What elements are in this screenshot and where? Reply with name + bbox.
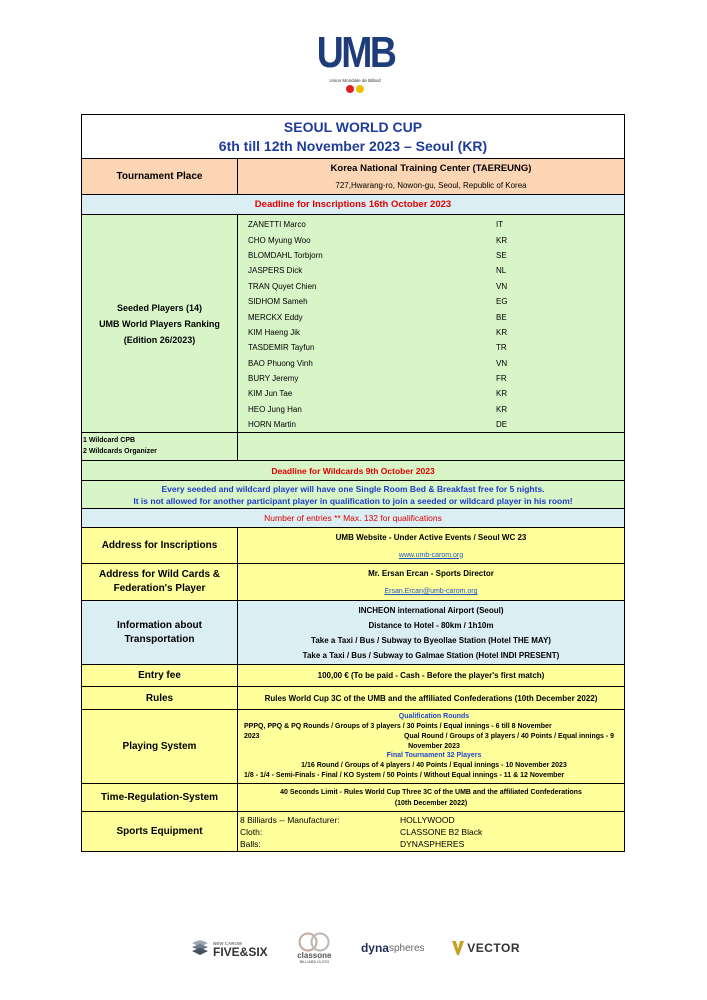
player-country: VN: [496, 358, 508, 368]
player-country: SE: [496, 250, 507, 260]
qualification-line2b: Qual Round / Groups of 3 players / 40 Points / Equal innings - 9: [403, 732, 614, 740]
equipment-row: [240, 826, 622, 838]
classone-sub: BILLIARD CLOTH: [299, 959, 329, 964]
seeded-player-row: [248, 402, 624, 417]
umb-website-link[interactable]: www.umb-carom.org: [398, 551, 464, 559]
playing-system-row: [82, 710, 624, 784]
rules-row: [82, 687, 624, 710]
seeded-player-row: [248, 232, 624, 247]
rules-label: Rules: [82, 687, 238, 709]
seeded-player-row: [248, 386, 624, 401]
final-title: Final Tournament 32 Players: [386, 752, 482, 760]
title-row: [82, 115, 624, 159]
seeded-player-row: [248, 263, 624, 278]
rules-value: Rules World Cup 3C of the UMB and the affiliated Confederations (10th December 2022): [264, 693, 598, 703]
address-inscriptions-row: [82, 528, 624, 564]
entry-fee-label: Entry fee: [82, 665, 238, 686]
dyna-text: dyna: [360, 941, 389, 955]
player-country: TR: [496, 343, 507, 353]
player-country: FR: [496, 374, 507, 384]
transportation-line3: Take a Taxi / Bus / Subway to Byeollae Station (Hotel THE MAY): [311, 635, 551, 645]
player-name: JASPERS Dick: [248, 266, 303, 276]
player-name: TRAN Quyet Chien: [248, 281, 317, 291]
five-six-top: NEW CAROM: [213, 941, 242, 946]
seeded-player-row: [248, 279, 624, 294]
sponsor-dynaspheres: [361, 941, 425, 955]
player-country: DE: [496, 420, 508, 430]
logo-dot-yellow: [356, 85, 364, 93]
room-notice-row: [82, 481, 624, 509]
player-name: HEO Jung Han: [248, 404, 302, 414]
address-inscriptions-label: Address for Inscriptions: [82, 528, 238, 563]
seeded-player-row: [248, 294, 624, 309]
player-name: HORN Martin: [248, 420, 297, 430]
seeded-player-row: [248, 356, 624, 371]
playing-system-label: Playing System: [82, 710, 238, 783]
deadline-inscriptions-row: [82, 195, 624, 215]
player-country: KR: [496, 327, 508, 337]
umb-logo-subtitle: Union Mondiale de Billard: [329, 78, 381, 83]
seeded-players-label: [82, 215, 238, 432]
player-country: VN: [496, 281, 508, 291]
player-name: KIM Haeng Jik: [248, 327, 301, 337]
tournament-sheet: [81, 114, 625, 852]
classone-rings-icon: [295, 932, 333, 952]
qualification-line2a: 2023: [244, 732, 260, 740]
classone-text: classone: [297, 950, 332, 960]
room-notice-line2: It is not allowed for another participant player in qualification to join a seeded or wildcard player in his room!: [133, 495, 573, 506]
equipment-row: [240, 838, 622, 850]
deadline-inscriptions: Deadline for Inscriptions 16th October 2023: [254, 199, 452, 210]
address-wildcards-label: Address for Wild Cards & Federation's Player: [82, 564, 238, 600]
title-line1: SEOUL WORLD CUP: [283, 118, 423, 135]
seeded-player-row: [248, 217, 624, 232]
title-line2: 6th till 12th November 2023 – Seoul (KR): [218, 137, 488, 154]
seeded-player-row: [248, 309, 624, 324]
final-line2: 1/8 - 1/4 - Semi-Finals - Final / KO System / 50 Points / Without Equal innings - 11 & 12 November: [244, 771, 565, 779]
player-country: BE: [496, 312, 507, 322]
sponsor-five-six: [190, 939, 268, 957]
player-name: SIDHOM Sameh: [248, 297, 308, 307]
player-country: IT: [496, 220, 504, 230]
umb-logo-dots: [310, 85, 400, 93]
seeded-label-line1: Seeded Players (14): [116, 302, 203, 313]
seeded-player-row: [248, 340, 624, 355]
tournament-place-line1: Korea National Training Center (TAEREUNG): [330, 163, 532, 174]
time-regulation-label: Time-Regulation-System: [82, 784, 238, 811]
vector-v-icon: [452, 941, 464, 955]
wildcards-row: [82, 433, 624, 461]
sponsor-vector: [452, 941, 520, 955]
wildcards-line1: 1 Wildcard CPB: [83, 437, 136, 444]
sponsors-bar: [190, 930, 520, 966]
seeded-player-row: [248, 325, 624, 340]
five-six-icon: [190, 939, 210, 957]
address-inscriptions-line1: UMB Website - Under Active Events / Seoul WC 23: [335, 532, 527, 542]
seeded-player-row: [248, 248, 624, 263]
transportation-line2: Distance to Hotel - 80km / 1h10m: [368, 620, 494, 630]
address-wildcards-line1: Mr. Ersan Ercan - Sports Director: [368, 569, 494, 578]
player-name: KIM Jun Tae: [248, 389, 293, 399]
qualification-line1: PPPQ, PPQ & PQ Rounds / Groups of 3 players / 30 Points / Equal innings - 6 till 8 November: [244, 723, 552, 730]
wildcards-value: [238, 433, 624, 460]
five-six-text: FIVE&SIX: [213, 945, 268, 959]
umb-logo-letters: UMB: [316, 28, 395, 77]
player-name: BURY Jeremy: [248, 374, 299, 384]
player-country: KR: [496, 404, 508, 414]
sports-director-email-link[interactable]: Ersan.Ercan@umb-carom.org: [384, 588, 478, 595]
equipment-value: HOLLYWOOD: [400, 814, 455, 825]
wildcards-label: [82, 433, 238, 460]
player-country: KR: [496, 235, 508, 245]
tournament-place-label: Tournament Place: [82, 159, 238, 194]
tournament-place-row: [82, 159, 624, 195]
sports-equipment-label: Sports Equipment: [82, 812, 238, 851]
player-name: MERCKX Eddy: [248, 312, 303, 322]
room-notice-line1: Every seeded and wildcard player will have one Single Room Bed & Breakfast free for 5 nights.: [161, 483, 545, 494]
seeded-label-line3: (Edition 26/2023): [123, 334, 196, 345]
tournament-place-line2: 727,Hwarang-ro, Nowon-gu, Seoul, Republic of Korea: [335, 181, 527, 190]
seeded-player-row: [248, 371, 624, 386]
sports-equipment-list: [238, 812, 624, 851]
equipment-key: Balls:: [240, 838, 261, 849]
player-name: TASDEMIR Tayfun: [248, 343, 315, 353]
umb-logo: [310, 30, 400, 102]
player-country: NL: [496, 266, 507, 276]
transportation-row: [82, 601, 624, 665]
equipment-row: [240, 814, 622, 826]
seeded-players-row: [82, 215, 624, 433]
vector-text: VECTOR: [467, 941, 520, 955]
logo-dot-red: [346, 85, 354, 93]
deadline-wildcards: Deadline for Wildcards 9th October 2023: [271, 465, 435, 476]
transportation-line4: Take a Taxi / Bus / Subway to Galmae Station (Hotel INDI PRESENT): [302, 650, 560, 660]
final-line1: 1/16 Round / Groups of 4 players / 40 Points / Equal innings - 10 November 2023: [301, 762, 567, 770]
sponsor-classone: [295, 932, 333, 965]
equipment-key: Cloth:: [240, 826, 263, 837]
equipment-key: 8 Billiards -- Manufacturer:: [240, 814, 340, 825]
player-country: KR: [496, 389, 508, 399]
wildcards-line2: 2 Wildcards Organizer: [83, 448, 157, 455]
seeded-label-line2: UMB World Players Ranking: [99, 318, 220, 329]
entries-text: Number of entries ** Max. 132 for qualifications: [264, 513, 442, 523]
time-regulation-line1: 40 Seconds Limit - Rules World Cup Three 3C of the UMB and the affiliated Confederations: [280, 788, 582, 796]
equipment-value: DYNASPHERES: [400, 838, 465, 849]
time-regulation-row: [82, 784, 624, 812]
time-regulation-line2: (10th December 2022): [394, 799, 468, 807]
qualification-line3: November 2023: [408, 742, 460, 750]
deadline-wildcards-row: [82, 461, 624, 481]
player-name: BLOMDAHL Torbjorn: [248, 250, 323, 260]
equipment-value: CLASSONE B2 Black: [400, 826, 483, 837]
spheres-text: spheres: [388, 942, 425, 954]
entry-fee-value: 100,00 € (To be paid - Cash - Before the player's first match): [317, 671, 545, 680]
entries-row: [82, 509, 624, 528]
seeded-players-list: [238, 215, 624, 432]
player-name: ZANETTI Marco: [248, 220, 306, 230]
transportation-label: Information about Transportation: [82, 601, 238, 664]
address-wildcards-row: [82, 564, 624, 601]
sports-equipment-row: [82, 812, 624, 851]
seeded-player-row: [248, 417, 624, 432]
entry-fee-row: [82, 665, 624, 687]
transportation-line1: INCHEON international Airport (Seoul): [358, 605, 504, 615]
player-country: EG: [496, 297, 508, 307]
player-name: CHO Myung Woo: [248, 235, 311, 245]
qualification-title: Qualification Rounds: [398, 713, 470, 721]
player-name: BAO Phuong Vinh: [248, 358, 313, 368]
